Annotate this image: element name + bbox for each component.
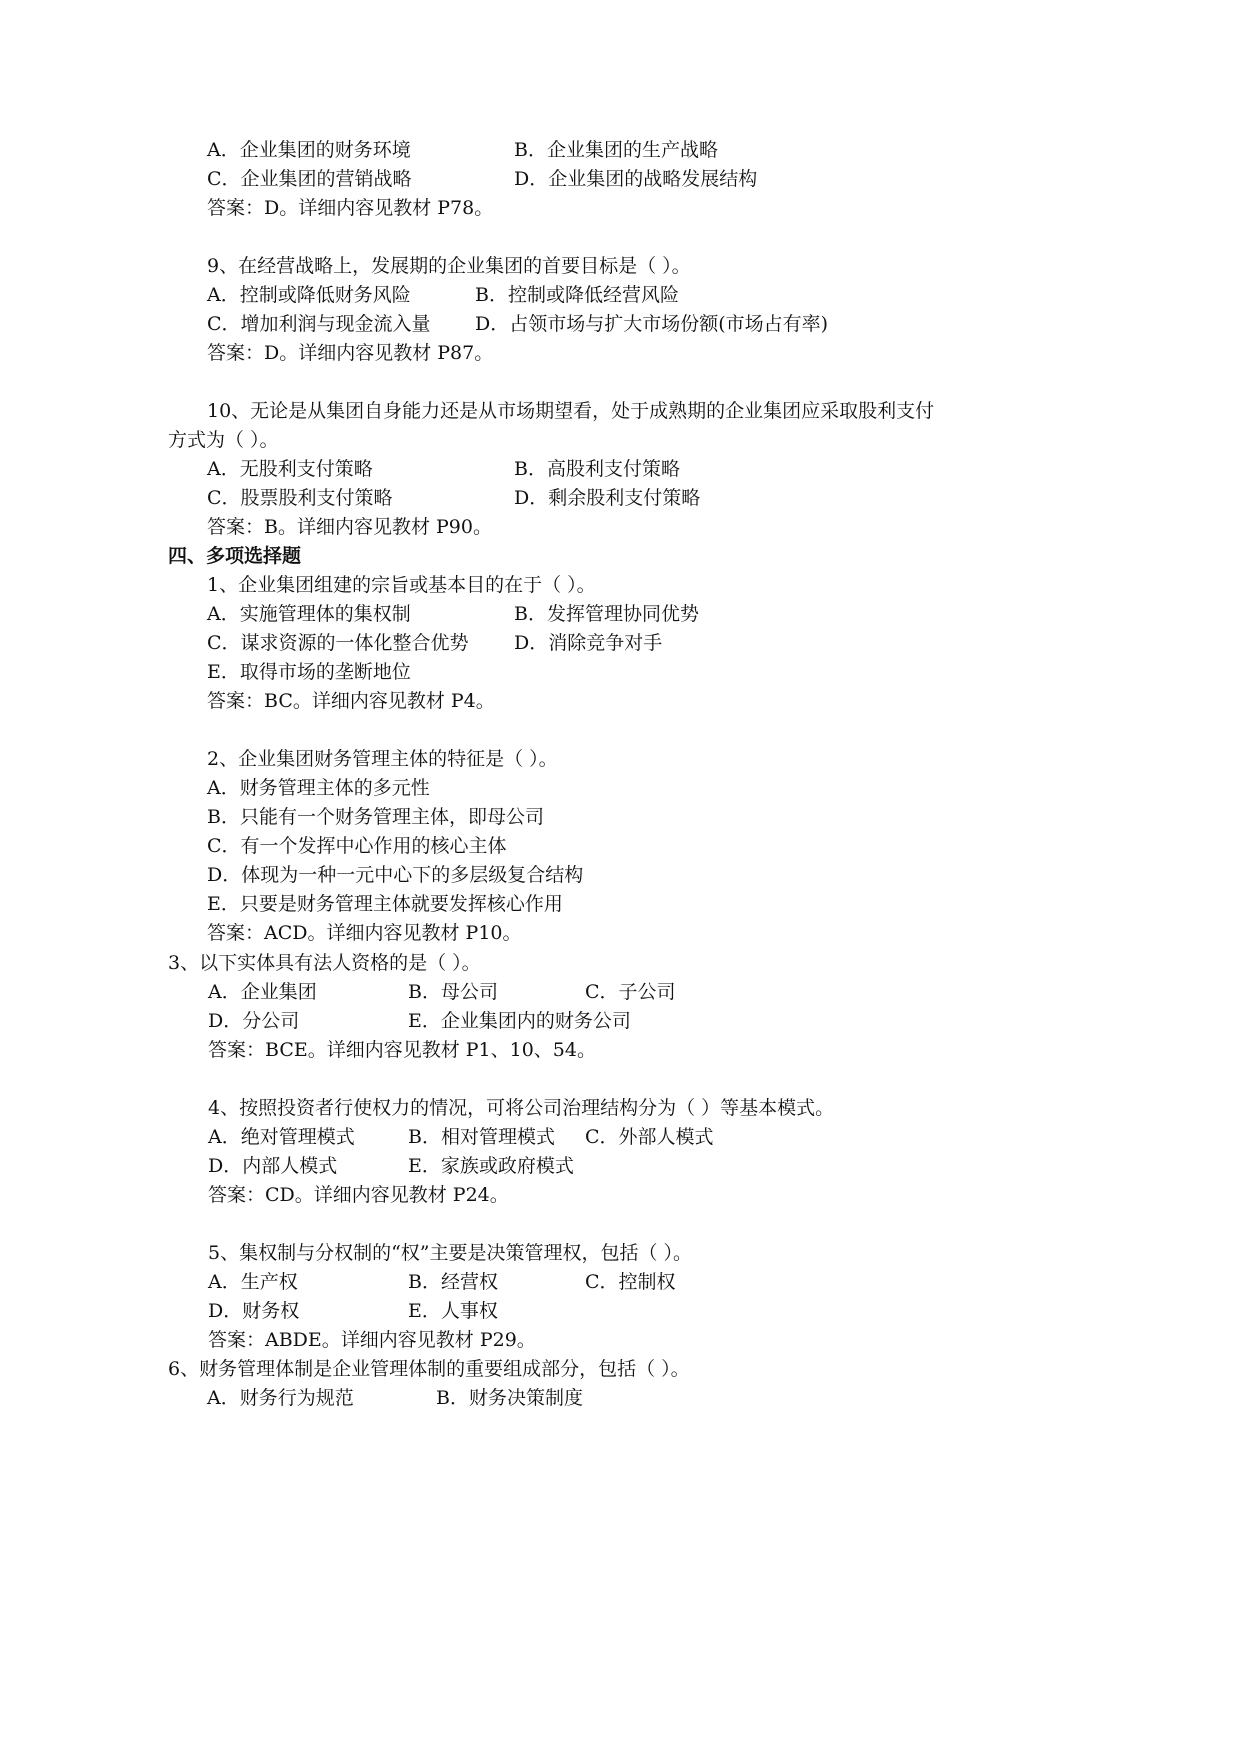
- m2-option-e: E．只要是财务管理主体就要发挥核心作用: [207, 893, 563, 915]
- m2-option-d: D．体现为一种一元中心下的多层级复合结构: [207, 864, 584, 886]
- m5-stem: 5、集权制与分权制的“权”主要是决策管理权，包括（ ）。: [208, 1242, 693, 1264]
- m1-option-b: B．发挥管理协同优势: [514, 603, 699, 625]
- m2-stem: 2、企业集团财务管理主体的特征是（ ）。: [207, 748, 558, 770]
- m1-option-e: E．取得市场的垄断地位: [207, 661, 411, 683]
- m3-option-a: A．企业集团: [208, 981, 317, 1003]
- m3-option-c: C．子公司: [585, 981, 676, 1003]
- q8-option-b: B．企业集团的生产战略: [514, 139, 718, 161]
- q9-option-b: B．控制或降低经营风险: [475, 284, 679, 306]
- m1-answer: 答案：BC。详细内容见教材 P4。: [207, 690, 495, 712]
- q10-option-b: B．高股利支付策略: [514, 458, 680, 480]
- m5-answer: 答案：ABDE。详细内容见教材 P29。: [208, 1329, 536, 1351]
- q9-option-a: A．控制或降低财务风险: [207, 284, 411, 306]
- m5-option-e: E．人事权: [408, 1300, 498, 1322]
- m2-option-b: B．只能有一个财务管理主体，即母公司: [207, 806, 544, 828]
- m1-option-a: A．实施管理体的集权制: [207, 603, 411, 625]
- m6-option-b: B．财务决策制度: [436, 1387, 583, 1409]
- q10-stem-line2: 方式为（ ）。: [168, 429, 279, 451]
- q9-stem: 9、在经营战略上，发展期的企业集团的首要目标是（ ）。: [207, 255, 691, 277]
- m1-option-c: C．谋求资源的一体化整合优势: [207, 632, 469, 654]
- m3-stem: 3、以下实体具有法人资格的是（ ）。: [168, 952, 481, 974]
- m5-option-a: A．生产权: [208, 1271, 298, 1293]
- q8-option-c: C．企业集团的营销战略: [207, 168, 412, 190]
- m5-option-c: C．控制权: [585, 1271, 676, 1293]
- m3-answer: 答案：BCE。详细内容见教材 P1、10、54。: [208, 1039, 596, 1061]
- m3-option-b: B．母公司: [408, 981, 498, 1003]
- q10-stem-line1: 10、无论是从集团自身能力还是从市场期望看，处于成熟期的企业集团应采取股利支付: [207, 400, 935, 422]
- q10-option-d: D．剩余股利支付策略: [514, 487, 701, 509]
- m5-option-b: B．经营权: [408, 1271, 498, 1293]
- m4-option-a: A．绝对管理模式: [208, 1126, 355, 1148]
- q10-option-c: C．股票股利支付策略: [207, 487, 393, 509]
- m3-option-e: E．企业集团内的财务公司: [408, 1010, 631, 1032]
- m6-stem: 6、财务管理体制是企业管理体制的重要组成部分，包括（ ）。: [168, 1358, 690, 1380]
- m5-option-d: D．财务权: [208, 1300, 300, 1322]
- q9-option-d: D．占领市场与扩大市场份额(市场占有率): [475, 313, 829, 335]
- q8-option-d: D．企业集团的战略发展结构: [514, 168, 758, 190]
- m4-option-e: E．家族或政府模式: [408, 1155, 574, 1177]
- m3-option-d: D．分公司: [208, 1010, 300, 1032]
- q10-option-a: A．无股利支付策略: [207, 458, 373, 480]
- section-heading: 四、多项选择题: [168, 545, 302, 567]
- m4-answer: 答案：CD。详细内容见教材 P24。: [208, 1184, 509, 1206]
- m4-option-c: C．外部人模式: [585, 1126, 714, 1148]
- m1-stem: 1、企业集团组建的宗旨或基本目的在于（ ）。: [207, 574, 596, 596]
- m2-answer: 答案：ACD。详细内容见教材 P10。: [207, 922, 522, 944]
- m1-option-d: D．消除竞争对手: [514, 632, 663, 654]
- q8-option-a: A．企业集团的财务环境: [207, 139, 411, 161]
- m4-option-d: D．内部人模式: [208, 1155, 338, 1177]
- m4-option-b: B．相对管理模式: [408, 1126, 555, 1148]
- q9-option-c: C．增加利润与现金流入量: [207, 313, 431, 335]
- m2-option-c: C．有一个发挥中心作用的核心主体: [207, 835, 507, 857]
- m6-option-a: A．财务行为规范: [207, 1387, 354, 1409]
- q10-answer: 答案：B。详细内容见教材 P90。: [207, 516, 492, 538]
- q9-answer: 答案：D。详细内容见教材 P87。: [207, 342, 494, 364]
- m4-stem: 4、按照投资者行使权力的情况，可将公司治理结构分为（ ）等基本模式。: [208, 1097, 835, 1119]
- m2-option-a: A．财务管理主体的多元性: [207, 777, 430, 799]
- q8-answer: 答案：D。详细内容见教材 P78。: [207, 197, 494, 219]
